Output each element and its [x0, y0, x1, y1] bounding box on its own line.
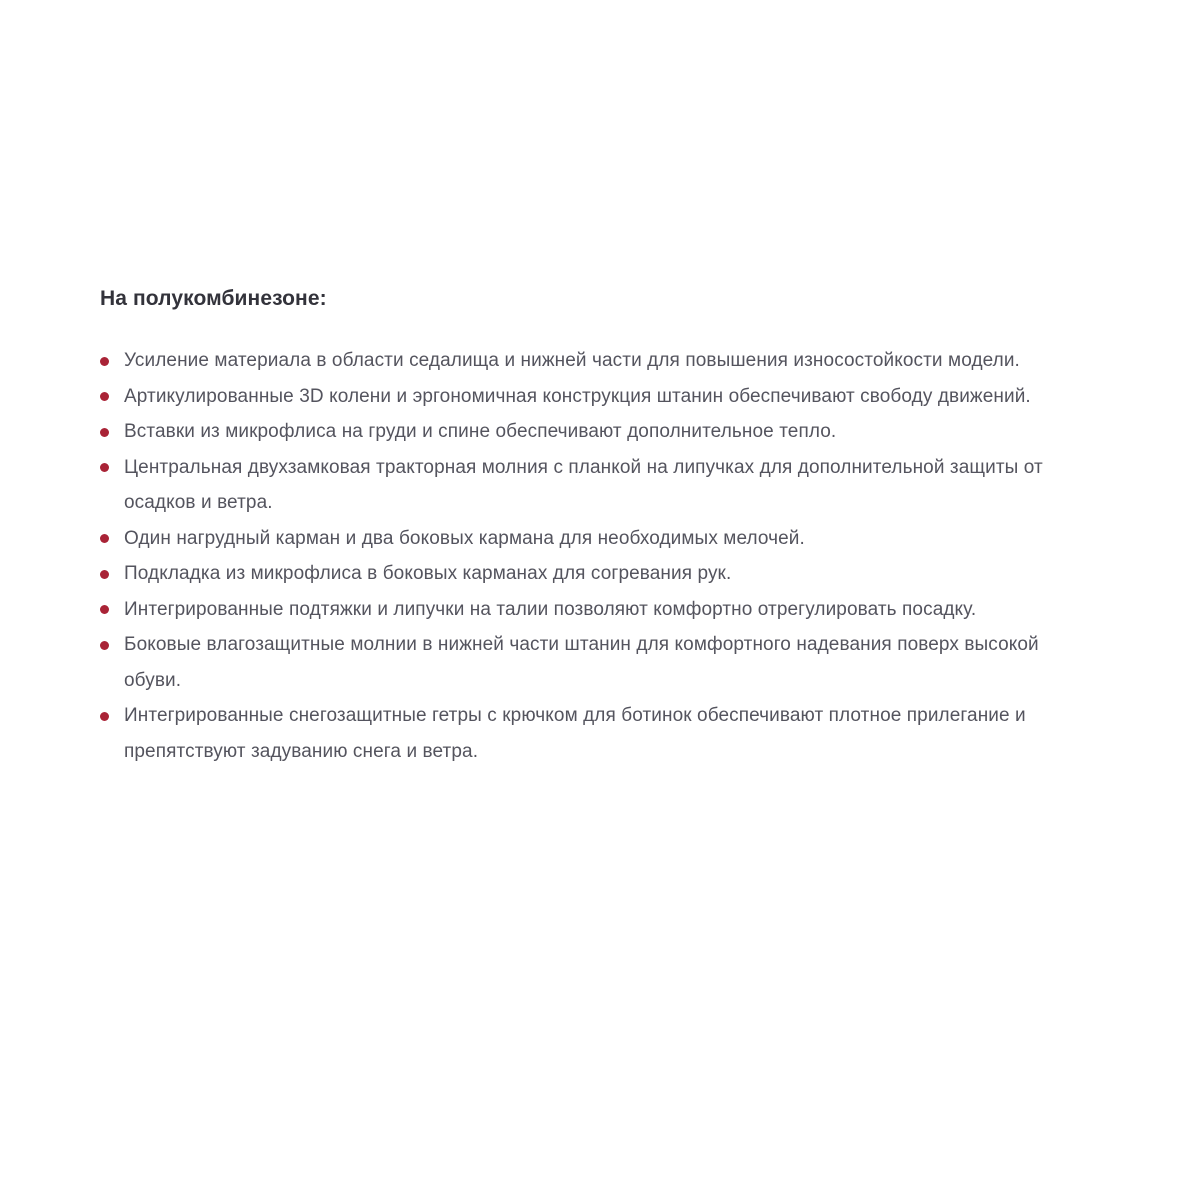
feature-item [100, 450, 1072, 521]
feature-item [100, 343, 1072, 379]
feature-item [100, 698, 1072, 769]
feature-item-text: Интегрированные снегозащитные гетры с крючком для ботинок обеспечивают плотное прилегание и препятствуют задуванию снега и ветра. [124, 705, 1026, 762]
feature-item [100, 379, 1072, 415]
feature-item [100, 556, 1072, 592]
feature-item-text: Усиление материала в области седалища и нижней части для повышения износостойкости модели. [124, 350, 1020, 371]
bullet-dot-icon [100, 428, 109, 437]
feature-item-text: Интегрированные подтяжки и липучки на талии позволяют комфортно отрегулировать посадку. [124, 598, 977, 620]
feature-item-text: Боковые влагозащитные молнии в нижней части штанин для комфортного надевания поверх высокой обуви. [124, 634, 1039, 691]
bullet-dot-icon [100, 357, 109, 366]
feature-item [100, 414, 1072, 450]
bullet-dot-icon [100, 712, 109, 721]
feature-item-text: Центральная двухзамковая тракторная молния с планкой на липучках для дополнительной защиты от осадков и ветра. [124, 456, 1043, 513]
features-section [100, 286, 1090, 769]
feature-item [100, 627, 1072, 698]
bullet-dot-icon [100, 605, 109, 614]
feature-item-text: Артикулированные 3D колени и эргономичная конструкция штанин обеспечивают свободу движений. [124, 385, 1031, 407]
features-list [100, 343, 1072, 769]
feature-item [100, 521, 1072, 557]
bullet-dot-icon [100, 463, 109, 472]
feature-item [100, 592, 1072, 628]
bullet-dot-icon [100, 392, 109, 401]
bullet-dot-icon [100, 570, 109, 579]
section-heading: На полукомбинезоне: [100, 287, 327, 310]
feature-item-text: Вставки из микрофлиса на груди и спине обеспечивают дополнительное тепло. [124, 421, 837, 442]
bullet-dot-icon [100, 534, 109, 543]
bullet-dot-icon [100, 641, 109, 650]
feature-item-text: Подкладка из микрофлиса в боковых карманах для согревания рук. [124, 563, 732, 584]
feature-item-text: Один нагрудный карман и два боковых кармана для необходимых мелочей. [124, 527, 805, 549]
